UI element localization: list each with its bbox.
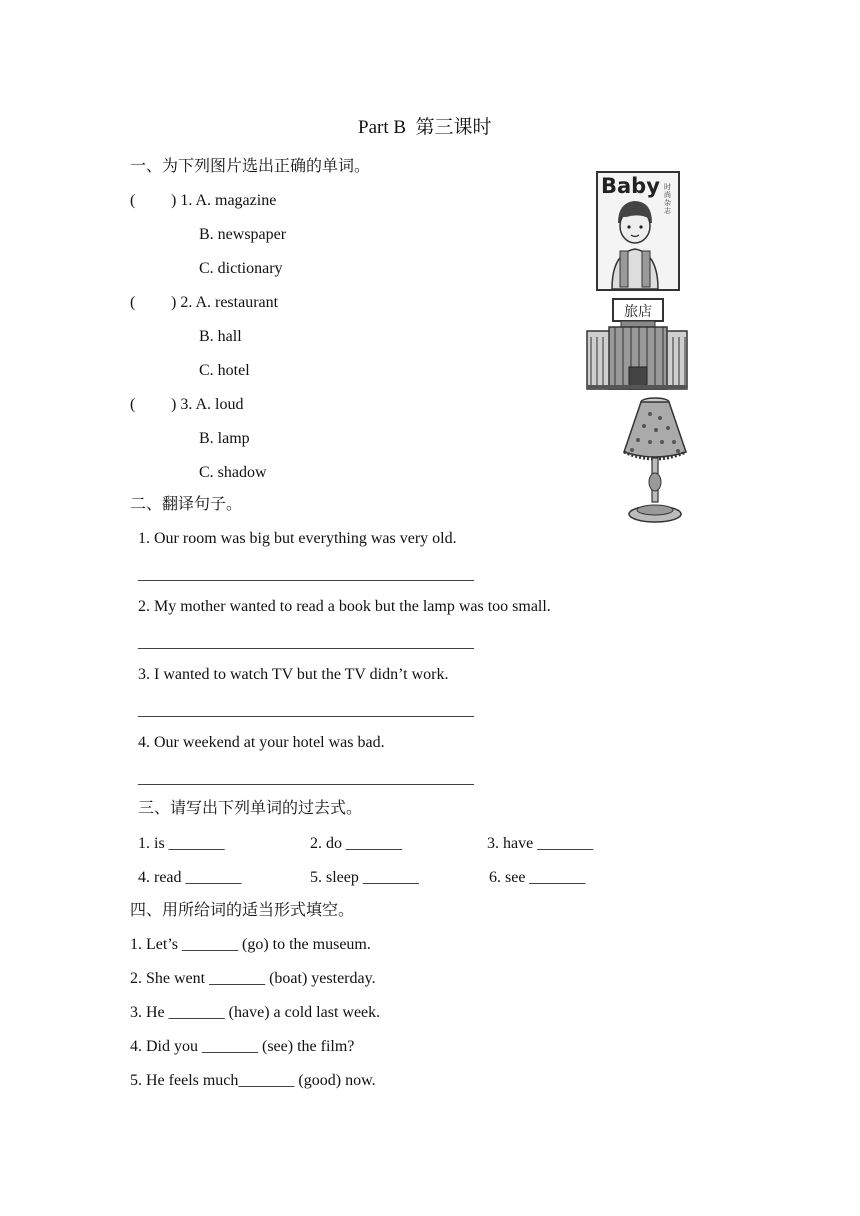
- svg-text:尚: 尚: [664, 191, 671, 199]
- fill-in-item: 4. Did you _______ (see) the film?: [130, 1038, 355, 1055]
- past-tense-item: 4. read _______: [138, 869, 242, 886]
- answer-line-4: __________________________________________: [138, 770, 474, 787]
- question-1-option-b: B. newspaper: [199, 226, 287, 243]
- magazine-title: Baby: [601, 174, 660, 198]
- sentence-3: 3. I wanted to watch TV but the TV didn’t work.: [138, 666, 449, 683]
- question-2-option-c: C. hotel: [199, 362, 250, 379]
- fill-in-item: 1. Let’s _______ (go) to the museum.: [130, 936, 371, 953]
- svg-text:志: 志: [664, 207, 671, 215]
- question-3-option-c: C. shadow: [199, 464, 267, 481]
- magazine-picture: [596, 171, 680, 291]
- sentence-1: 1. Our room was big but everything was very old.: [138, 530, 457, 547]
- past-tense-item: 2. do _______: [310, 835, 402, 852]
- section1-heading: 一、为下列图片选出正确的单词。: [130, 158, 371, 175]
- sentence-2: 2. My mother wanted to read a book but the lamp was too small.: [138, 598, 551, 615]
- sentence-4: 4. Our weekend at your hotel was bad.: [138, 734, 385, 751]
- answer-bracket-open: (: [130, 192, 136, 209]
- question-3-option-a: ) 3. A. loud: [171, 396, 244, 413]
- fill-in-item: 5. He feels much_______ (good) now.: [130, 1072, 376, 1089]
- section4-heading: 四、用所给词的适当形式填空。: [130, 902, 355, 919]
- section3-heading: 三、请写出下列单词的过去式。: [138, 800, 363, 817]
- svg-text:时: 时: [664, 183, 671, 191]
- fill-in-item: 2. She went _______ (boat) yesterday.: [130, 970, 376, 987]
- answer-line-2: __________________________________________: [138, 634, 474, 651]
- page-title: Part B 第三课时: [358, 117, 492, 138]
- past-tense-item: 5. sleep _______: [310, 869, 419, 886]
- svg-text:杂: 杂: [664, 199, 671, 207]
- question-1-option-c: C. dictionary: [199, 260, 283, 277]
- hotel-picture: [585, 297, 689, 391]
- question-2-option-b: B. hall: [199, 328, 242, 345]
- question-2-option-a: ) 2. A. restaurant: [171, 294, 279, 311]
- fill-in-item: 3. He _______ (have) a cold last week.: [130, 1004, 381, 1021]
- magazine-side-text: [664, 182, 672, 215]
- answer-line-3: __________________________________________: [138, 702, 474, 719]
- answer-bracket-open: (: [130, 396, 136, 413]
- answer-line-1: __________________________________________: [138, 566, 474, 583]
- past-tense-item: 1. is _______: [138, 835, 225, 852]
- past-tense-item: 3. have _______: [487, 835, 594, 852]
- question-3-option-b: B. lamp: [199, 430, 250, 447]
- lamp-picture: [620, 396, 692, 526]
- past-tense-item: 6. see _______: [489, 869, 586, 886]
- hotel-sign: 旅店: [624, 304, 652, 320]
- section2-heading: 二、翻译句子。: [130, 496, 243, 513]
- question-1-option-a: ) 1. A. magazine: [171, 192, 277, 209]
- answer-bracket-open: (: [130, 294, 136, 311]
